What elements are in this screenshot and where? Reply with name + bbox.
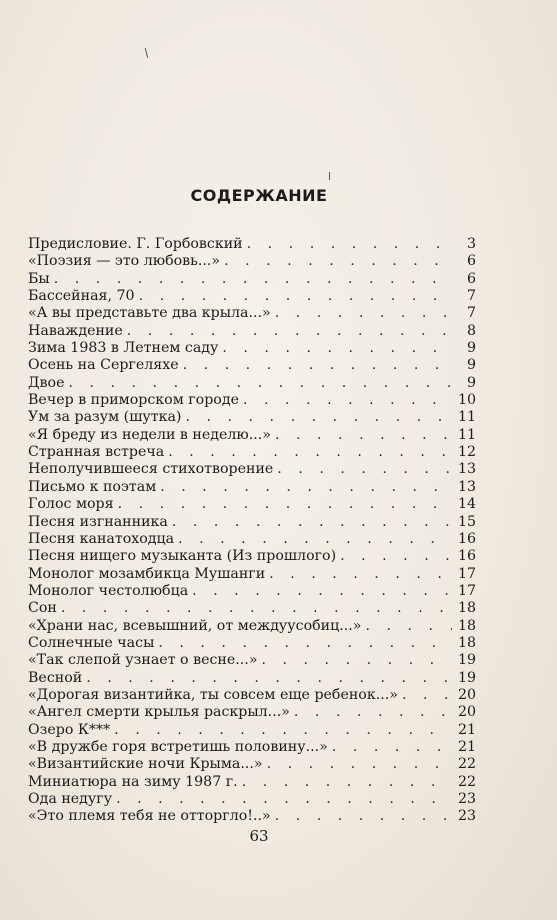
toc-entry-page: 7 bbox=[466, 305, 476, 322]
toc-entry-page: 9 bbox=[466, 374, 476, 391]
dot-leader bbox=[222, 340, 452, 357]
toc-entry-page: 15 bbox=[457, 513, 476, 530]
scan-mark bbox=[145, 48, 149, 58]
dot-leader bbox=[114, 722, 452, 739]
toc-entry-title: Озеро К*** bbox=[28, 721, 111, 738]
toc-entry-page: 23 bbox=[457, 808, 476, 825]
toc-entry bbox=[28, 600, 476, 617]
toc-entry-title: «Я бреду из недели в неделю...» bbox=[28, 426, 271, 443]
toc-entry bbox=[28, 288, 476, 305]
toc-entry-page: 18 bbox=[457, 634, 476, 651]
toc-entry bbox=[28, 236, 476, 253]
toc-entry bbox=[28, 635, 476, 652]
dot-leader bbox=[247, 236, 452, 253]
toc-entry bbox=[28, 774, 476, 791]
toc-entry-page: 6 bbox=[466, 253, 476, 270]
dot-leader bbox=[192, 583, 452, 600]
toc-entry-page: 17 bbox=[457, 582, 476, 599]
dot-leader bbox=[185, 409, 452, 426]
toc-entry bbox=[28, 531, 476, 548]
toc-entry-page: 21 bbox=[457, 738, 476, 755]
dot-leader bbox=[168, 444, 452, 461]
toc-entry-page: 23 bbox=[457, 791, 476, 807]
toc-entry bbox=[28, 392, 476, 409]
toc-entry bbox=[28, 739, 476, 756]
toc-entry bbox=[28, 791, 476, 808]
toc-entry-title: Наваждение bbox=[28, 322, 123, 339]
toc-entry-page: 21 bbox=[457, 721, 476, 738]
toc-entry-page: 22 bbox=[457, 773, 476, 790]
toc-entry bbox=[28, 444, 476, 461]
toc-entry-title: Неполучившееся стихотворение bbox=[28, 461, 274, 478]
dot-leader bbox=[275, 808, 452, 825]
toc-entry-title: Монолог честолюбца bbox=[28, 582, 189, 599]
dot-leader bbox=[183, 357, 452, 374]
toc-entry-page: 7 bbox=[466, 288, 476, 305]
dot-leader bbox=[365, 618, 452, 635]
dot-leader bbox=[294, 704, 452, 721]
dot-leader bbox=[243, 392, 452, 409]
toc-entry-title: Предисловие. Г. Горбовский bbox=[28, 236, 243, 252]
toc-entry-title: Песня канатоходца bbox=[28, 530, 175, 547]
toc-entry bbox=[28, 357, 476, 374]
dot-leader bbox=[275, 305, 452, 322]
toc-entry bbox=[28, 479, 476, 496]
toc-entry-title: Миниатюра на зиму 1987 г. bbox=[28, 773, 238, 790]
toc-entry-title: Сон bbox=[28, 600, 57, 617]
toc-entry-title: Весной bbox=[28, 669, 83, 686]
toc-entry-title: «А вы представьте два крыла...» bbox=[28, 305, 271, 322]
dot-leader bbox=[277, 461, 452, 478]
toc-entry-page: 14 bbox=[457, 496, 476, 513]
toc-entry-title: Голос моря bbox=[28, 496, 114, 513]
toc-entry-title: Странная встреча bbox=[28, 444, 165, 461]
dot-leader bbox=[269, 566, 452, 583]
toc-entry bbox=[28, 583, 476, 600]
toc-entry-page: 11 bbox=[457, 426, 476, 443]
toc-entry-title: «Поэзия — это любовь...» bbox=[28, 253, 221, 270]
toc-entry bbox=[28, 514, 476, 531]
toc-entry-title: Письмо к поэтам bbox=[28, 478, 157, 495]
toc-entry-title: Зима 1983 в Летнем саду bbox=[28, 340, 219, 357]
toc-entry-title: Песня изгнанника bbox=[28, 513, 168, 530]
toc-entry bbox=[28, 687, 476, 704]
page-title: СОДЕРЖАНИЕ bbox=[190, 186, 328, 205]
toc-entry-page: 16 bbox=[457, 530, 476, 547]
toc-entry-page: 17 bbox=[457, 565, 476, 582]
toc-entry-title: Бы bbox=[28, 270, 50, 287]
dot-leader bbox=[224, 253, 452, 270]
scan-mark bbox=[329, 172, 330, 180]
toc-entry bbox=[28, 722, 476, 739]
toc-entry bbox=[28, 461, 476, 478]
toc-entry-title: Осень на Сергеляхе bbox=[28, 357, 179, 374]
toc-entry-title: Двое bbox=[28, 374, 65, 391]
toc-entry bbox=[28, 271, 476, 288]
toc-entry-page: 18 bbox=[457, 600, 476, 617]
toc-entry-page: 20 bbox=[457, 686, 476, 703]
toc-entry-page: 6 bbox=[466, 270, 476, 287]
toc-entry-page: 20 bbox=[457, 704, 476, 721]
dot-leader bbox=[242, 774, 452, 791]
toc-entry-page: 13 bbox=[457, 478, 476, 495]
toc-entry-title: «Это племя тебя не отторгло!..» bbox=[28, 808, 271, 825]
toc-entry bbox=[28, 808, 476, 825]
table-of-contents bbox=[28, 236, 476, 826]
toc-entry bbox=[28, 340, 476, 357]
toc-entry-page: 10 bbox=[457, 392, 476, 409]
dot-leader bbox=[54, 271, 452, 288]
toc-entry-page: 3 bbox=[466, 236, 476, 252]
toc-entry-title: Ум за разум (шутка) bbox=[28, 409, 182, 426]
toc-entry bbox=[28, 704, 476, 721]
toc-entry-page: 16 bbox=[457, 548, 476, 565]
toc-entry-title: «Так слепой узнает о весне...» bbox=[28, 652, 258, 669]
toc-entry bbox=[28, 409, 476, 426]
dot-leader bbox=[139, 288, 452, 305]
toc-entry bbox=[28, 618, 476, 635]
toc-entry-page: 11 bbox=[457, 409, 476, 426]
toc-entry-title: Песня нищего музыканта (Из прошлого) bbox=[28, 548, 337, 565]
toc-entry bbox=[28, 253, 476, 270]
toc-entry-title: «Храни нас, всевышний, от междуусобиц...» bbox=[28, 617, 362, 634]
toc-entry bbox=[28, 652, 476, 669]
toc-entry-title: «Ангел смерти крылья раскрыл...» bbox=[28, 704, 290, 721]
toc-entry bbox=[28, 375, 476, 392]
toc-entry bbox=[28, 670, 476, 687]
toc-entry-page: 22 bbox=[457, 756, 476, 773]
toc-entry-title: Солнечные часы bbox=[28, 634, 155, 651]
dot-leader bbox=[68, 375, 452, 392]
dot-leader bbox=[160, 479, 452, 496]
dot-leader bbox=[61, 600, 452, 617]
dot-leader bbox=[275, 427, 452, 444]
toc-entry-title: «В дружбе горя встретишь половину...» bbox=[28, 738, 328, 755]
toc-entry bbox=[28, 427, 476, 444]
toc-entry bbox=[28, 566, 476, 583]
toc-entry bbox=[28, 305, 476, 322]
toc-entry-page: 9 bbox=[466, 357, 476, 374]
dot-leader bbox=[127, 323, 452, 340]
toc-entry-title: Монолог мозамбикца Мушанги bbox=[28, 565, 266, 582]
dot-leader bbox=[86, 670, 452, 687]
dot-leader bbox=[402, 687, 452, 704]
toc-entry bbox=[28, 496, 476, 513]
toc-entry-title: «Дорогая византийка, ты совсем еще ребенок...» bbox=[28, 686, 398, 703]
dot-leader bbox=[116, 791, 452, 808]
toc-entry-page: 19 bbox=[457, 652, 476, 669]
toc-entry bbox=[28, 323, 476, 340]
dot-leader bbox=[172, 514, 452, 531]
toc-entry-page: 8 bbox=[466, 322, 476, 339]
toc-entry-page: 18 bbox=[457, 617, 476, 634]
dot-leader bbox=[178, 531, 452, 548]
page-number: 63 bbox=[249, 827, 269, 845]
toc-entry-page: 9 bbox=[466, 340, 476, 357]
dot-leader bbox=[332, 739, 452, 756]
toc-entry-title: Бассейная, 70 bbox=[28, 288, 135, 305]
dot-leader bbox=[262, 652, 453, 669]
toc-entry-title: «Византийские ночи Крыма...» bbox=[28, 756, 263, 773]
dot-leader bbox=[267, 756, 452, 773]
toc-entry-page: 12 bbox=[457, 444, 476, 461]
toc-entry bbox=[28, 756, 476, 773]
toc-entry bbox=[28, 548, 476, 565]
toc-entry-title: Вечер в приморском городе bbox=[28, 392, 239, 409]
toc-entry-title: Ода недугу bbox=[28, 791, 113, 807]
toc-entry-page: 13 bbox=[457, 461, 476, 478]
dot-leader bbox=[158, 635, 452, 652]
dot-leader bbox=[340, 548, 452, 565]
toc-entry-page: 19 bbox=[457, 669, 476, 686]
dot-leader bbox=[118, 496, 452, 513]
